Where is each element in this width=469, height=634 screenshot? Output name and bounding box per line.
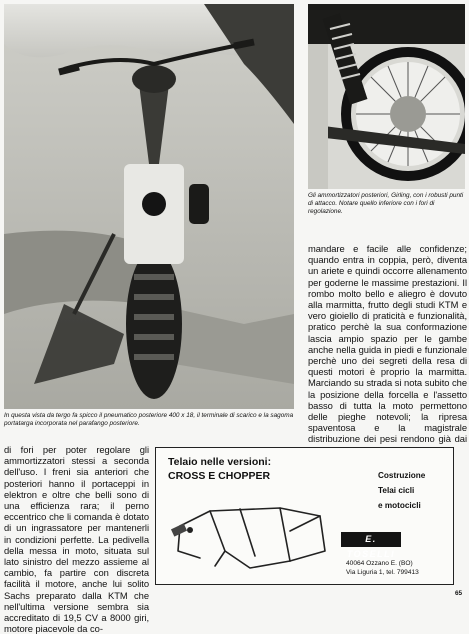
motorcycle-rear-photo: [4, 4, 294, 409]
advert-subheading: CROSS E CHOPPER: [168, 470, 271, 482]
toselli-advertisement: [155, 447, 454, 585]
advert-service-item: Costruzione: [378, 471, 426, 480]
advert-address: [346, 560, 419, 577]
advert-heading: Telaio nelle versioni:: [168, 456, 272, 468]
article-left-column: di fori per poter regolare gli ammortizzatori stessi a seconda dell'uso. I freni sia anteriori che posteriori hanno il portaceppi in elektron e oltre che belli sono di una efficienza rara; il perno eccentrico che li comanda è dotato di un ingrassatore per mantenerli in condizioni perfette. La pedivella della messa in moto, situata sul lato sinistro del mezzo assieme al cambio, fa partire con discreta facilità il motore, anche lui solito Sachs preparato dalla KTM che nell'ultima versione sembra sia accreditato di 19,5 CV a 8000 giri, motore piacevole da co-: [4, 444, 149, 634]
main-photo-caption: In questa vista da tergo fa spicco il pneumatico posteriore 400 x 18, il terminale di scarico e la sagoma portatarga incorporata nel parafango posteriore.: [4, 412, 294, 427]
page-number: 65: [455, 590, 463, 597]
advert-service-item: e motocicli: [378, 501, 421, 510]
advert-services: [378, 468, 452, 513]
advert-address-line: Via Liguria 1, tel. 799413: [346, 568, 419, 576]
motorcycle-frame-drawing: [170, 496, 330, 578]
advert-service-item: Telai cicli: [378, 486, 415, 495]
shock-absorber-photo: [308, 4, 465, 189]
toselli-logo: E. TOSELLI: [341, 532, 401, 547]
advert-address-line: 40064 Ozzano E. (BO): [346, 560, 413, 567]
side-photo-caption: Gli ammortizzatori posteriori, Girling, con i robusti punti di attacco. Notare quello inferiore con i fori di regolazione.: [308, 192, 464, 215]
article-right-column: mandare e facile alle confidenze; quando entra in coppia, però, diventa un ariete e quindi occorre allenamento per goderne le massime prestazioni. Il rombo molto bello e aliegro è dovuto alla marmitta, frutto degli studi KTM e vero gioiello di praticità e funzionalità, pratico perchè la sua conformazione lascia ampio spazio per le gambe anche nella guida in piedi e funzionale perchè uno dei segreti della resa di questi motori è proprio la marmitta. Marciando su strada si nota subito che la posizione della forcella e l'assetto basso di tutta la moto permettono delle pieghe notevoli; la ripresa spaventosa e la magistrale distribuzione dei pesi rendono già dai: [308, 243, 467, 445]
